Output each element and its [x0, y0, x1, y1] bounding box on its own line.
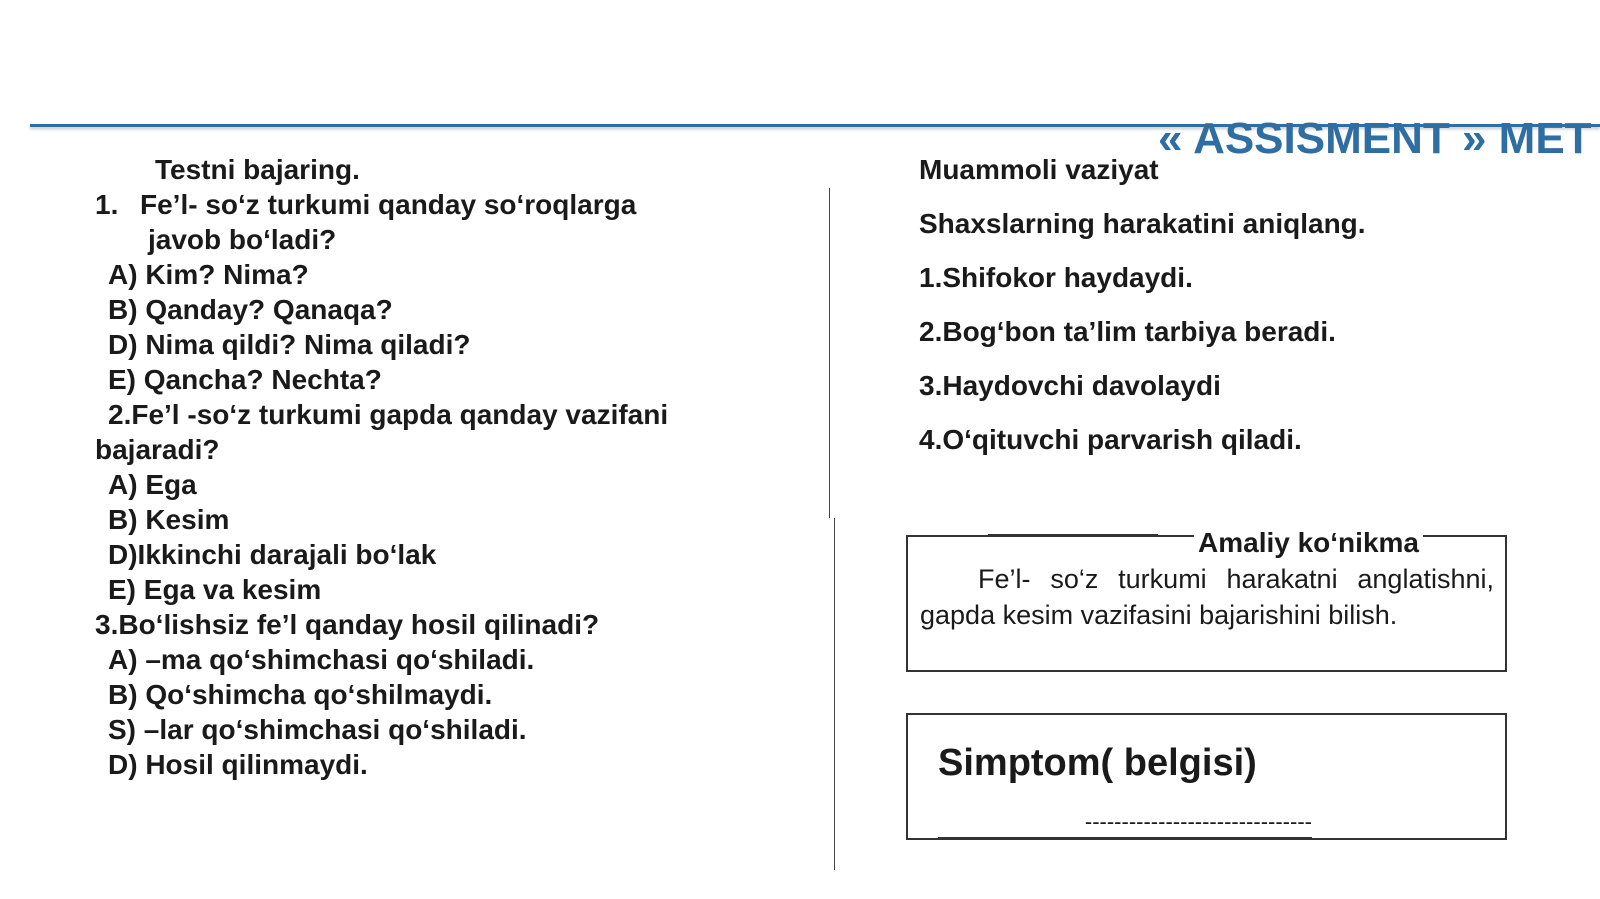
question-2-option-a: A) Ega [108, 469, 197, 500]
question-3-option-d: D) Hosil qilinmaydi. [108, 749, 368, 780]
symptom-box [906, 713, 1507, 840]
question-1-number: 1. [95, 189, 119, 220]
problem-item-2: 2.Bog‘bon ta’lim tarbiya beradi. [919, 316, 1336, 347]
question-1-option-e: E) Qancha? Nechta? [108, 364, 382, 395]
question-3-text: 3.Bo‘lishsiz fe’l qanday hosil qilinadi? [95, 609, 600, 640]
question-1-text: Fe’l- so‘z turkumi qanday so‘roqlarga [140, 189, 637, 220]
skill-box-text: Fe’l- so‘z turkumi harakatni anglatishni, gapda kesim vazifasini bajarishini bilish. [920, 564, 1494, 630]
column-divider-lower [834, 518, 835, 870]
problem-title: Muammoli vaziyat [919, 154, 1159, 185]
question-1-option-b: B) Qanday? Qanaqa? [108, 294, 393, 325]
question-3-option-b: B) Qo‘shimcha qo‘shilmaydi. [108, 679, 493, 710]
skill-box-title: Amaliy ko‘nikma [1194, 527, 1423, 559]
question-2-option-b: B) Kesim [108, 504, 230, 535]
problem-task: Shaxslarning harakatini aniqlang. [919, 208, 1366, 239]
symptom-answer-line: ------------------------------- [938, 809, 1312, 839]
symptom-box-title: Simptom( belgisi) [938, 742, 1257, 784]
problem-item-1: 1.Shifokor haydaydi. [919, 262, 1193, 293]
test-title: Testni bajaring. [155, 154, 360, 185]
question-3-option-a: A) –ma qo‘shimchasi qo‘shiladi. [108, 644, 535, 675]
question-2-option-e: E) Ega va kesim [108, 574, 322, 605]
skill-box-dash-line [988, 534, 1158, 536]
question-2-option-d: D)Ikkinchi darajali bo‘lak [108, 539, 437, 570]
question-1-text-cont: javob bo‘ladi? [148, 224, 337, 255]
question-1-option-a: A) Kim? Nima? [108, 259, 309, 290]
problem-item-4: 4.O‘qituvchi parvarish qiladi. [919, 424, 1302, 455]
skill-box [906, 527, 1507, 672]
question-2-text-cont: bajaradi? [95, 434, 220, 465]
problem-item-3: 3.Haydovchi davolaydi [919, 370, 1221, 401]
question-3-option-s: S) –lar qo‘shimchasi qo‘shiladi. [108, 714, 527, 745]
column-divider [829, 188, 830, 518]
question-2-text: 2.Fe’l -so‘z turkumi gapda qanday vazifani [108, 399, 669, 430]
method-banner: « ASSISMENT » MET [1158, 114, 1592, 163]
question-1-option-d: D) Nima qildi? Nima qiladi? [108, 329, 471, 360]
